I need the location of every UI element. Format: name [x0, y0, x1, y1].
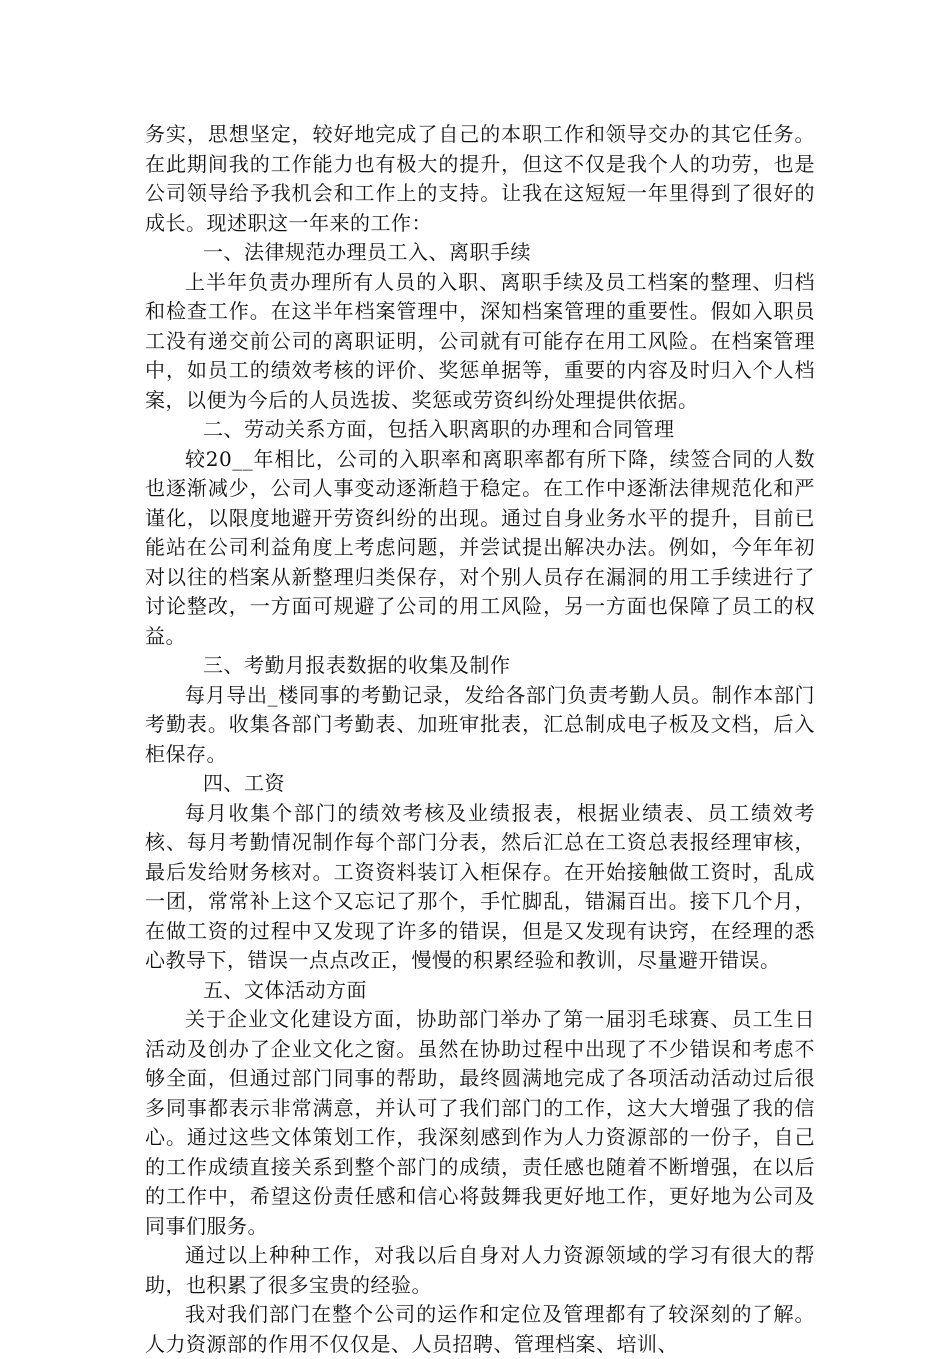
paragraph-section-3: 每月导出_楼同事的考勤记录，发给各部门负责考勤人员。制作本部门考勤表。收集各部门考勤表、加班审批表，汇总制成电子板及文档，后入柜保存。 [145, 682, 815, 766]
section-heading-1: 一、法律规范办理员工入、离职手续 [203, 240, 531, 264]
section-heading-2: 二、劳动关系方面，包括入职离职的办理和合同管理 [203, 417, 675, 441]
paragraph-closing: 我对我们部门在整个公司的运作和定位及管理都有了较深刻的了解。人力资源部的作用不仅仅是、人员招聘、管理档案、培训、 [145, 1302, 815, 1356]
section-heading-3: 三、考勤月报表数据的收集及制作 [203, 653, 511, 677]
paragraph-section-5: 关于企业文化建设方面，协助部门举办了第一届羽毛球赛、员工生日活动及创办了企业文化之窗。虽然在协助过程中出现了不少错误和考虑不够全面，但通过部门同事的帮助，最终圆满地完成了各项活动活动过后很多同事都表示非常满意，并认可了我们部门的工作，这大大增强了我的信心。通过这些文体策划工作，我深刻感到作为人力资源部的一份子，自己的工作成绩直接关系到整个部门的成绩，责任感也随着不断增强，在以后的工作中，希望这份责任感和信心将鼓舞我更好地工作，更好地为公司及同事们服务。 [145, 1007, 815, 1238]
document-page [145, 120, 815, 1359]
section-heading-5: 五、文体活动方面 [203, 977, 367, 1002]
paragraph-summary: 通过以上种种工作，对我以后自身对人力资源领域的学习有很大的帮助，也积累了很多宝贵的经验。 [145, 1243, 815, 1297]
section-heading-4: 四、工资 [203, 771, 285, 795]
paragraph-section-2: 较20__年相比，公司的入职率和离职率都有所下降，续签合同的人数也逐渐减少，公司人事变动逐渐趋于稳定。在工作中逐渐法律规范化和严谨化，以限度地避开劳资纠纷的出现。通过自身业务水平的提升，目前已能站在公司利益角度上考虑问题，并尝试提出解决办法。例如，今年年初对以往的档案从新整理归类保存，对个别人员存在漏洞的用工手续进行了讨论整改，一方面可规避了公司的用工风险，另一方面也保障了员工的权益。 [145, 446, 815, 648]
paragraph-intro: 务实，思想坚定，较好地完成了自己的本职工作和领导交办的其它任务。在此期间我的工作能力也有极大的提升，但这不仅是我个人的功劳，也是公司领导给予我机会和工作上的支持。让我在这短短一年里得到了很好的成长。现述职这一年来的工作： [145, 122, 815, 235]
paragraph-section-1: 上半年负责办理所有人员的入职、离职手续及员工档案的整理、归档和检查工作。在这半年档案管理中，深知档案管理的重要性。假如入职员工没有递交前公司的离职证明，公司就有可能存在用工风险。在档案管理中，如员工的绩效考核的评价、奖惩单据等，重要的内容及时归入个人档案，以便为今后的人员选拔、奖惩或劳资纠纷处理提供依据。 [145, 269, 815, 412]
paragraph-section-4: 每月收集个部门的绩效考核及业绩报表，根据业绩表、员工绩效考核、每月考勤情况制作每个部门分表，然后汇总在工资总表报经理审核，最后发给财务核对。工资资料装订入柜保存。在开始接触做工资时，乱成一团，常常补上这个又忘记了那个，手忙脚乱，错漏百出。接下几个月，在做工资的过程中又发现了许多的错误，但是又发现有诀窍，在经理的悉心教导下，错误一点点改正，慢慢的积累经验和教训，尽量避开错误。 [145, 800, 815, 972]
